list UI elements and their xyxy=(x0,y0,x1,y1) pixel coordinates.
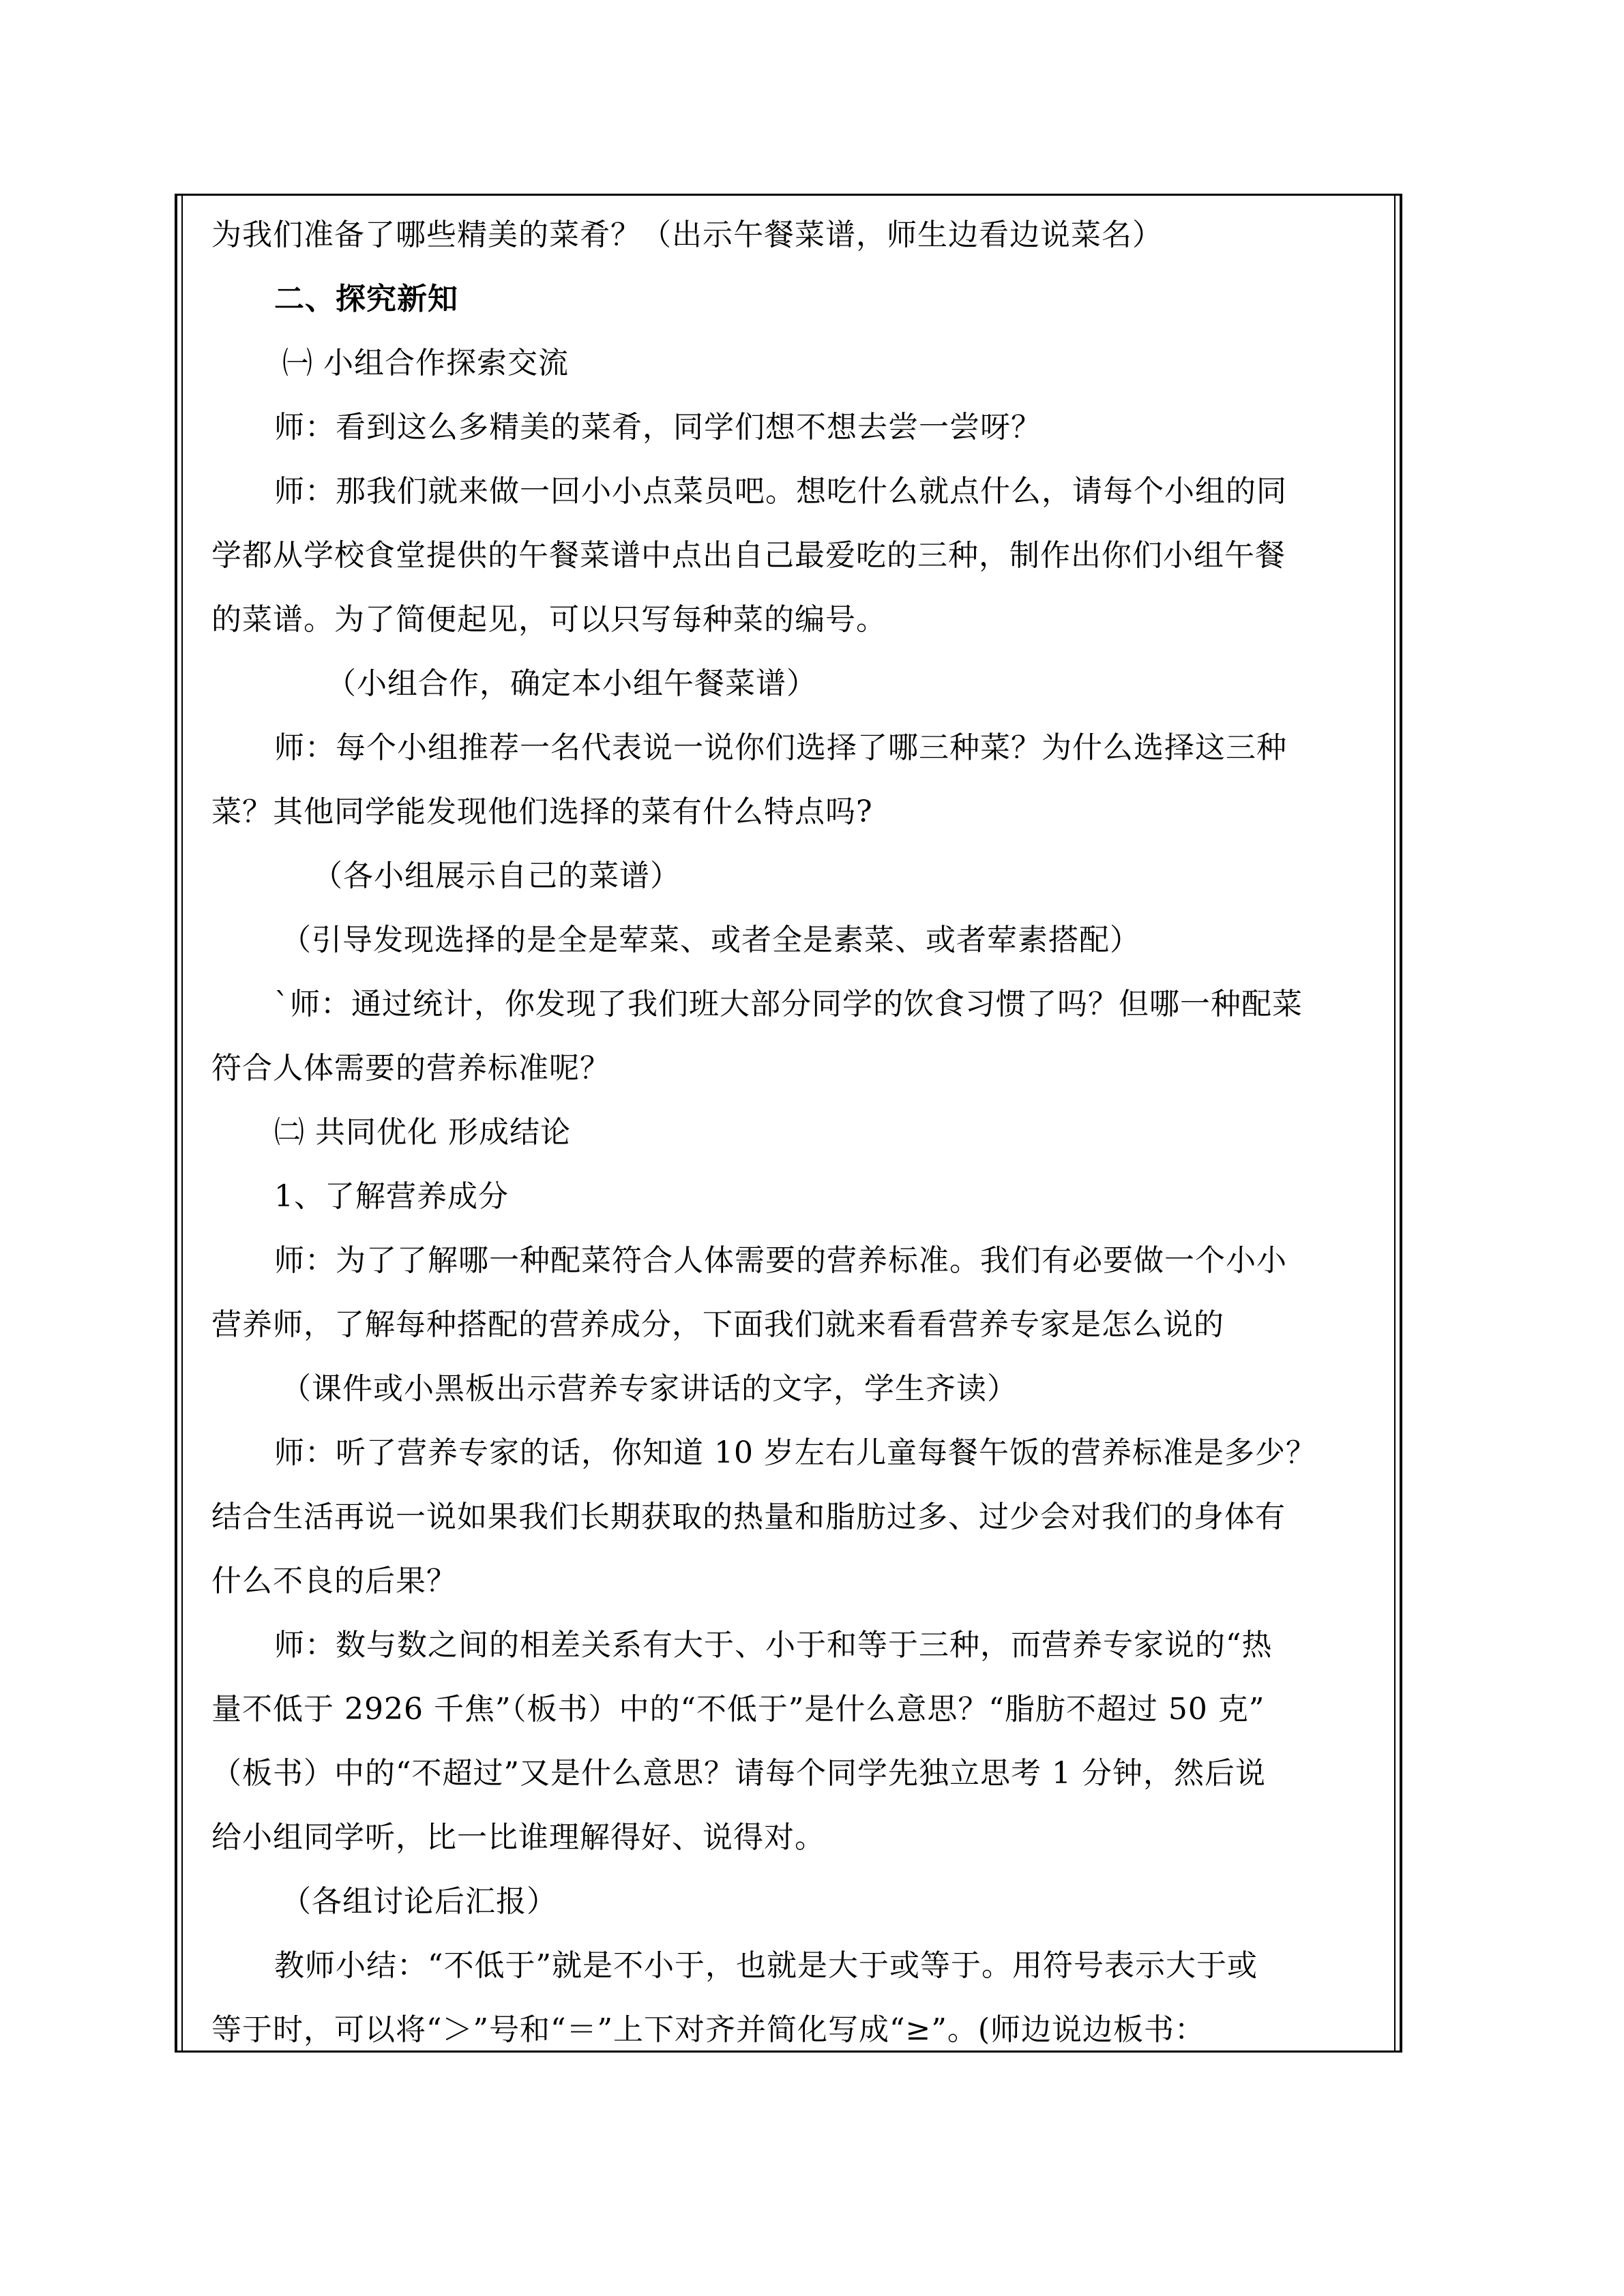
text-line: 符合人体需要的营养标准呢？ xyxy=(211,1051,610,1086)
text-line: 营养师，了解每种搭配的营养成分，下面我们就来看看营养专家是怎么说的 xyxy=(211,1307,1224,1342)
text-line: 什么不良的后果？ xyxy=(211,1564,457,1598)
text-line: 菜？其他同学能发现他们选择的菜有什么特点吗? xyxy=(211,794,873,829)
text-line: 师：为了了解哪一种配菜符合人体需要的营养标准。我们有必要做一个小小 xyxy=(274,1243,1287,1278)
text-line: 师：那我们就来做一回小小点菜员吧。想吃什么就点什么，请每个小组的同 xyxy=(274,474,1287,509)
subsection-heading: ㈠ 小组合作探索交流 xyxy=(282,346,569,381)
text-line: 师：每个小组推荐一名代表说一说你们选择了哪三种菜？为什么选择这三种 xyxy=(274,730,1287,765)
text-line: 教师小结：“不低于”就是不小于，也就是大于或等于。用符号表示大于或 xyxy=(274,1948,1258,1983)
text-line: 师：听了营养专家的话，你知道 10 岁左右儿童每餐午饭的营养标准是多少？ xyxy=(274,1435,1316,1470)
section-heading: 二、探究新知 xyxy=(274,282,458,316)
right-border-outer xyxy=(1400,194,1402,2053)
text-line: 量不低于 2926 千焦”（板书）中的“不低于”是什么意思？“脂肪不超过 50 克” xyxy=(211,1692,1265,1727)
text-line: 师：数与数之间的相差关系有大于、小于和等于三种，而营养专家说的“热 xyxy=(274,1628,1273,1663)
right-border-inner xyxy=(1394,194,1396,2053)
activity-note: （课件或小黑板出示营养专家讲话的文字，学生齐读） xyxy=(281,1371,1018,1406)
activity-note: （各组讨论后汇报） xyxy=(281,1884,557,1919)
text-line: 的菜谱。为了简便起见，可以只写每种菜的编号。 xyxy=(211,602,887,637)
subsection-heading: ㈡ 共同优化 形成结论 xyxy=(274,1115,571,1150)
activity-note: （小组合作，确定本小组午餐菜谱） xyxy=(326,666,817,701)
text-line: （板书）中的“不超过”又是什么意思？请每个同学先独立思考 1 分钟，然后说 xyxy=(211,1756,1266,1791)
left-border-outer xyxy=(175,194,177,2053)
document-body xyxy=(211,203,1379,2062)
activity-note: （引导发现选择的是全是荤菜、或者全是素菜、或者荤素搭配） xyxy=(281,923,1140,957)
activity-note: （各小组展示自己的菜谱） xyxy=(312,859,681,893)
text-line: 学都从学校食堂提供的午餐菜谱中点出自己最爱吃的三种，制作出你们小组午餐 xyxy=(211,538,1286,573)
text-line: 结合生活再说一说如果我们长期获取的热量和脂肪过多、过少会对我们的身体有 xyxy=(211,1500,1286,1534)
text-line: 为我们准备了哪些精美的菜肴？（出示午餐菜谱，师生边看边说菜名） xyxy=(211,218,1163,252)
subsection-heading: 1、了解营养成分 xyxy=(274,1179,509,1214)
text-line: 师：看到这么多精美的菜肴，同学们想不想去尝一尝呀？ xyxy=(274,410,1042,445)
text-line: 等于时，可以将“＞”号和“＝”上下对齐并简化写成“≥”。(师边说边板书： xyxy=(211,2012,1205,2047)
text-line: 给小组同学听，比一比谁理解得好、说得对。 xyxy=(211,1820,825,1855)
left-border-inner xyxy=(181,194,183,2053)
text-line: `师：通过统计，你发现了我们班大部分同学的饮食习惯了吗？但哪一种配菜 xyxy=(274,987,1303,1022)
